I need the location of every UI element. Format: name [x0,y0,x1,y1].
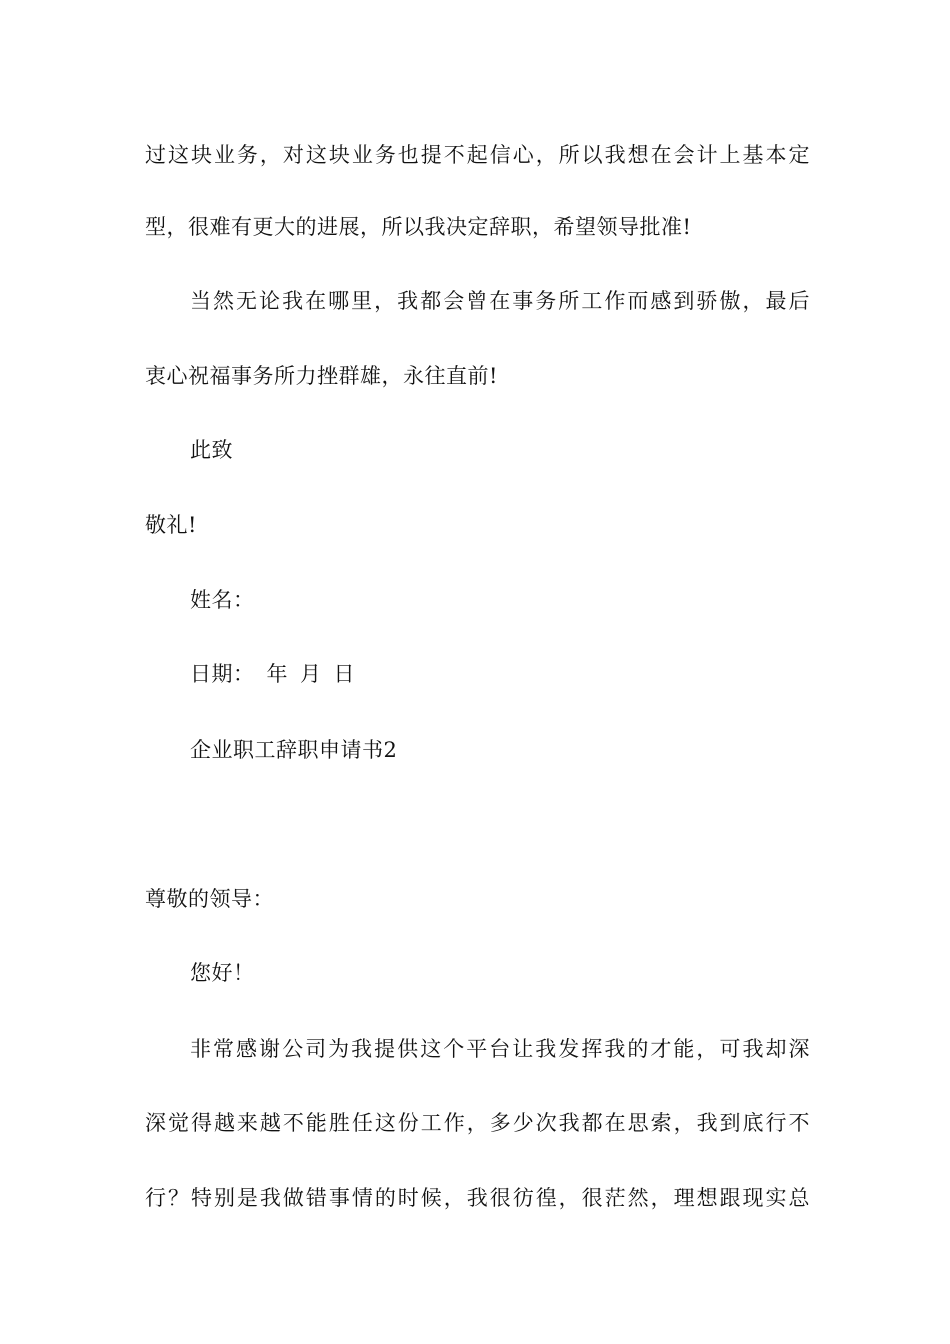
section-title: 企业职工辞职申请书2 [190,738,398,762]
date-label: 日期： [190,662,255,686]
paragraph-line: 行？特别是我做错事情的时候，我很彷徨，很茫然，理想跟现实总 [145,1186,810,1210]
closing-salutation: 此致 [190,438,233,462]
closing-regards: 敬礼! [145,513,197,537]
paragraph-line: 衷心祝福事务所力挫群雄，永往直前! [145,364,498,388]
name-field-label: 姓名： [190,588,255,612]
paragraph-line: 过这块业务，对这块业务也提不起信心，所以我想在会计上基本定 [145,143,810,167]
greeting-hello: 您好！ [190,961,255,985]
date-year: 年 [266,662,288,686]
date-day: 日 [333,662,355,686]
paragraph-line: 非常感谢公司为我提供这个平台让我发挥我的才能，可我却深 [190,1037,810,1061]
greeting: 尊敬的领导： [145,887,274,911]
paragraph-line: 型，很难有更大的进展，所以我决定辞职，希望领导批准! [145,215,692,239]
date-line [190,659,810,689]
paragraph-line: 当然无论我在哪里，我都会曾在事务所工作而感到骄傲，最后 [190,289,810,313]
paragraph-line: 深觉得越来越不能胜任这份工作，多少次我都在思索，我到底行不 [145,1111,810,1135]
date-month: 月 [300,662,322,686]
